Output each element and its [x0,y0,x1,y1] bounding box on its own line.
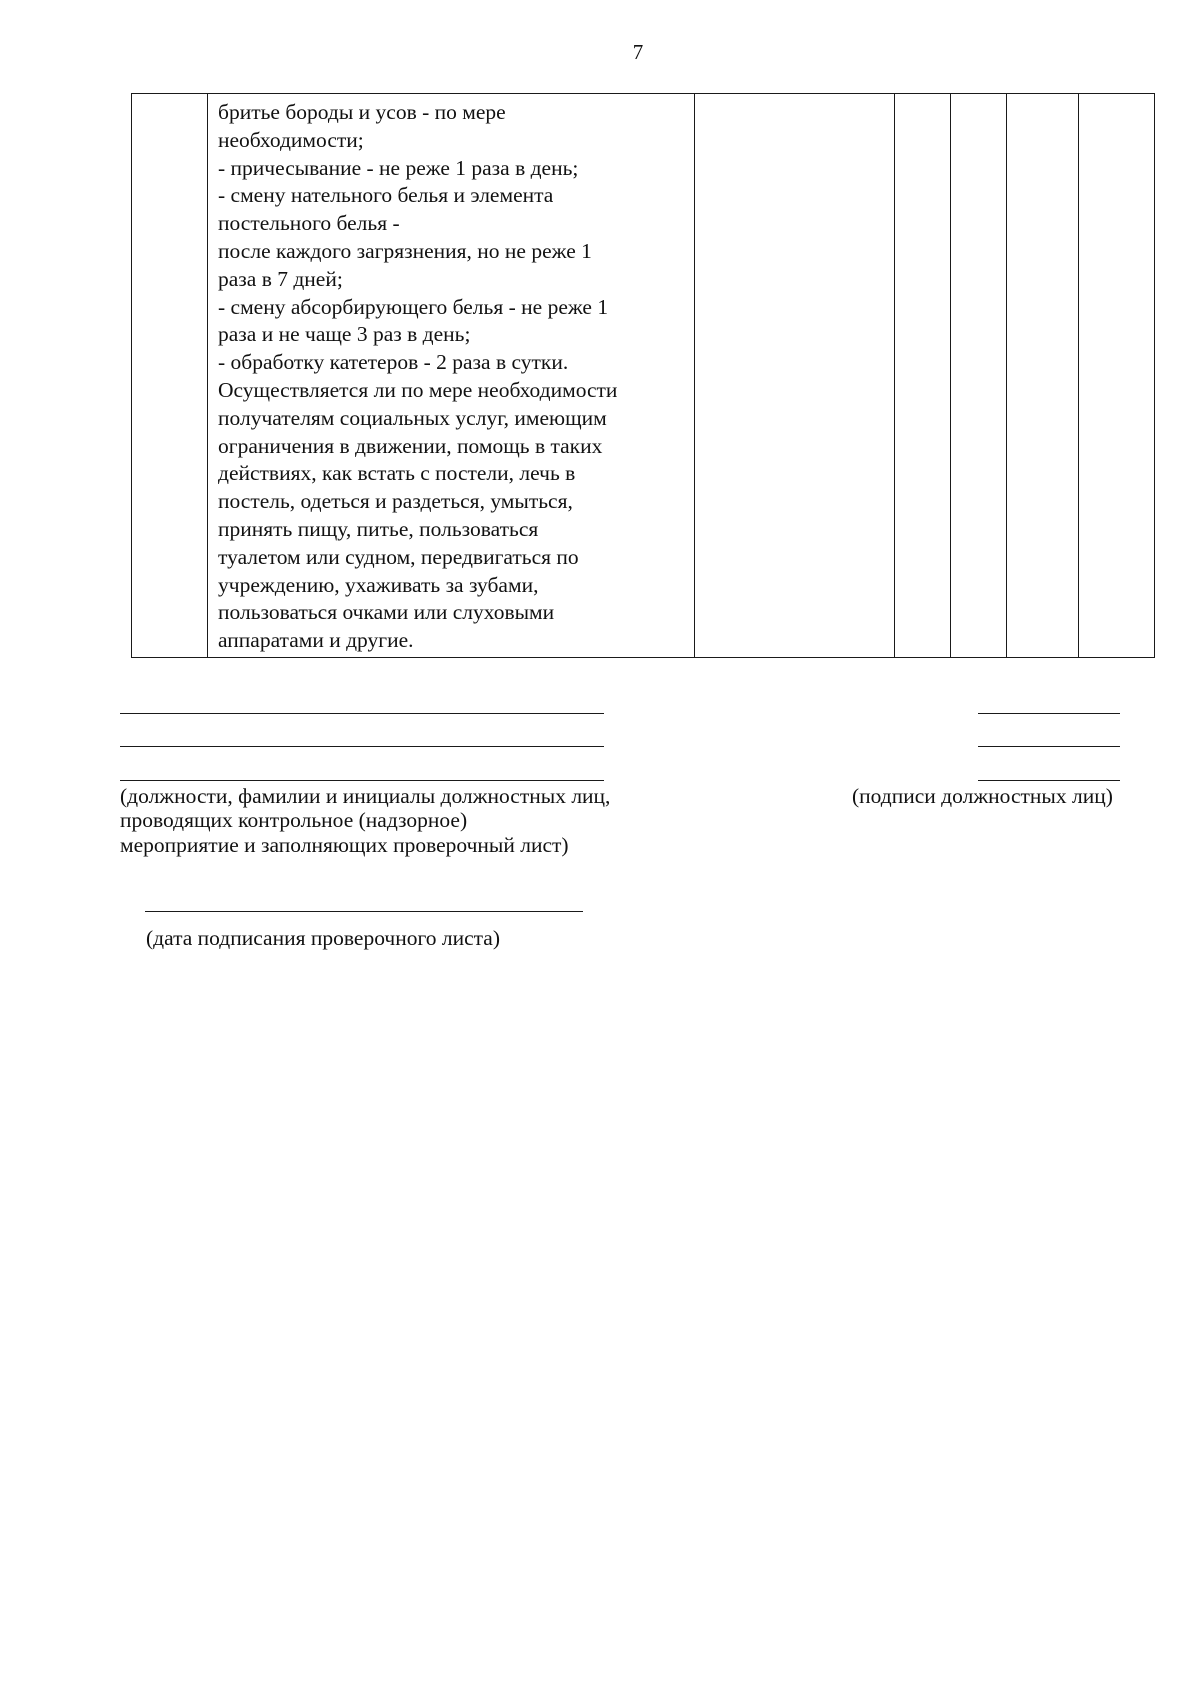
official-signature-line-2 [120,746,604,747]
requirement-text-line: пользоваться очками или слуховыми [218,600,555,625]
answer-not-applicable-cell [1007,94,1079,658]
requirement-text-cell [208,94,695,658]
requirement-text-line: аппаратами и другие. [218,628,414,653]
requirement-text-line: - смену нательного белья и элемента [218,183,554,208]
official-signature-line-3 [120,780,604,781]
requirement-text-line: ограничения в движении, помощь в таких [218,433,603,458]
requirement-text-line: постельного белья - [218,211,400,236]
requirement-text-line: раза и не чаще 3 раз в день; [218,322,471,347]
row-number-cell [132,94,208,658]
note-cell [1079,94,1155,658]
table-row [132,94,1155,658]
requirement-text-line: необходимости; [218,127,364,152]
legal-reference-cell [695,94,895,658]
requirement-text-line: раза в 7 дней; [218,266,343,291]
signature-line-3 [978,780,1120,781]
requirement-text-line: действиях, как встать с постели, лечь в [218,461,576,486]
requirement-text-line: - смену абсорбирующего белья - не реже 1 [218,294,609,319]
requirement-text-line: постель, одеться и раздеться, умыться, [218,489,573,514]
requirement-text-line: - причесывание - не реже 1 раза в день; [218,155,579,180]
requirement-text-line: получателям социальных услуг, имеющим [218,405,607,430]
date-signature-line [145,911,583,912]
signatures-caption: (подписи должностных лиц) [852,784,1113,808]
signature-line-2 [978,746,1120,747]
signature-line-1 [978,713,1120,714]
date-caption: (дата подписания проверочного листа) [146,926,501,950]
officials-caption-line: (должности, фамилии и инициалы должностных лиц, [120,784,611,808]
answer-no-cell [951,94,1007,658]
checklist-table [131,93,1155,658]
requirement-text-line: принять пищу, питье, пользоваться [218,516,539,541]
answer-yes-cell [895,94,951,658]
requirement-text-line: после каждого загрязнения, но не реже 1 [218,238,592,263]
page-number: 7 [632,40,644,64]
requirement-text-line: учреждению, ухаживать за зубами, [218,572,539,597]
official-signature-line-1 [120,713,604,714]
requirement-text-line: Осуществляется ли по мере необходимости [218,377,618,402]
officials-caption-line: мероприятие и заполняющих проверочный лист) [120,833,569,857]
requirement-text-line: - обработку катетеров - 2 раза в сутки. [218,350,569,375]
requirement-text-line: туалетом или судном, передвигаться по [218,544,579,569]
officials-caption-line: проводящих контрольное (надзорное) [120,808,468,832]
requirement-text-line: бритье бороды и усов - по мере [218,100,506,124]
